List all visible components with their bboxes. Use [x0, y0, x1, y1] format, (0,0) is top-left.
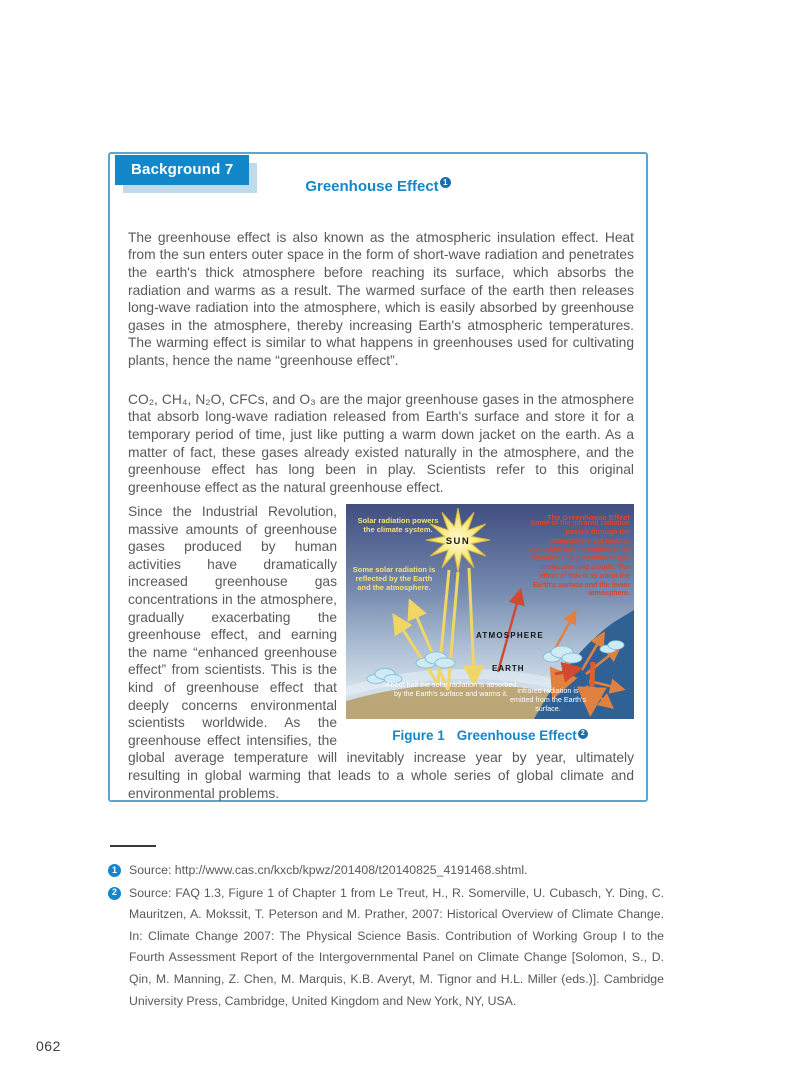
label-earth: EARTH — [492, 664, 525, 673]
figure-caption — [346, 727, 634, 745]
sun-label: SUN — [445, 536, 471, 547]
badge-label: Background 7 — [131, 161, 234, 178]
page-number: 062 — [36, 1038, 61, 1054]
footnote-ref-1: 1 — [440, 177, 451, 188]
footnote-2 — [108, 883, 664, 1013]
paragraph-3-text: Since the Industrial Revolution, massive amounts of greenhouse gases produced by human activities have dramatically increased greenhouse gas concentrations in the atmosphere, gradually exacerbating the greenhouse effect, and earning the name “enhanced greenhouse effect” from scientists. This is the kind of greenhouse effect that deeply concerns environmental scientists worldwide. As the greenhouse effect intensifies, the global average temperature will inevitably increase year by year, ultimately resulting in global warming that leads to a whole series of global climate and environmental problems. — [128, 504, 634, 801]
label-reflected-radiation: Some solar radiation is reflected by the Earth and the atmosphere. — [352, 565, 436, 592]
footnote-2-marker: 2 — [108, 887, 121, 900]
page-title — [110, 178, 646, 195]
label-absorbed-radiation: About half the solar radiation is absorbed by the Earth's surface and warms it. — [385, 680, 517, 698]
label-infrared-emission: infrared radiation is emitted from the Earth's surface. — [509, 686, 587, 713]
label-greenhouse-effect-title: The Greenhouse Effect — [546, 513, 630, 522]
paragraph-3 — [128, 503, 634, 802]
footnote-2-text: Source: FAQ 1.3, Figure 1 of Chapter 1 from Le Treut, H., R. Somerville, U. Cubasch, Y. Ding, C. Mauritzen, A. Mokssit, T. Peterson and M. Prather, 2007: Historical Overview of Climate Change. In: Climate Change 2007: The Physical Science Basis. Contribution of Working Group I to the Fourth Assessment Report of the Intergovernmental Panel on Climate Change [Solomon, S., D. Qin, M. Manning, Z. Chen, M. Marquis, K.B. Averyt, M. Tignor and H.L. Miller (eds.)]. Cambridge University Press, Cambridge, United Kingdom and New York, NY, USA. — [129, 885, 664, 1008]
footnote-section — [108, 845, 664, 1013]
paragraph-2: CO₂, CH₄, N₂O, CFCs, and O₃ are the major greenhouse gases in the atmosphere that absorb long-wave radiation released from Earth's surface and store it for a temporary period of time, just like putting a warm down jacket on the earth. As a matter of fact, these gases already existed naturally in the atmosphere, and the greenhouse effect has long been in play. Scientists refer to this original greenhouse effect as the natural greenhouse effect. — [128, 391, 634, 495]
figure-caption-title: Greenhouse Effect — [456, 728, 577, 743]
paragraph-1: The greenhouse effect is also known as the atmospheric insulation effect. Heat from the sun enters outer space in the form of short-wave radiation and penetrates the earth's thick atmosphere before reaching its surface, which absorbs the radiation and warms as a result. The warmed surface of the earth then releases long-wave radiation into the atmosphere, which is easily absorbed by greenhouse gases in the atmosphere, thereby increasing Earth's atmospheric temperatures. The warming effect is similar to what happens in greenhouses used for cultivating plants, hence the name “greenhouse effect”. — [128, 229, 634, 368]
footnote-divider — [110, 845, 156, 847]
background-content-box — [108, 152, 648, 802]
footnote-ref-2: 2 — [578, 729, 588, 739]
footnote-1-marker: 1 — [108, 864, 121, 877]
greenhouse-effect-diagram — [346, 504, 634, 719]
footnote-1 — [108, 860, 664, 882]
label-greenhouse-effect-body: Some of the infrared radiation passes through the atmosphere but most is absorbed and re-emitted in all directions by greenhouse gas molecules and clouds. The effect of this is to warm the Earth's surface and the lower atmosphere. — [530, 520, 630, 598]
label-solar-radiation: Solar radiation powers the climate system. — [357, 516, 439, 534]
title-text: Greenhouse Effect — [305, 178, 439, 195]
label-atmosphere: ATMOSPHERE — [476, 631, 544, 640]
footnote-1-text: Source: http://www.cas.cn/kxcb/kpwz/201408/t20140825_4191468.shtml. — [129, 863, 528, 877]
figure-1 — [346, 504, 636, 745]
figure-caption-number: Figure 1 — [392, 728, 445, 743]
